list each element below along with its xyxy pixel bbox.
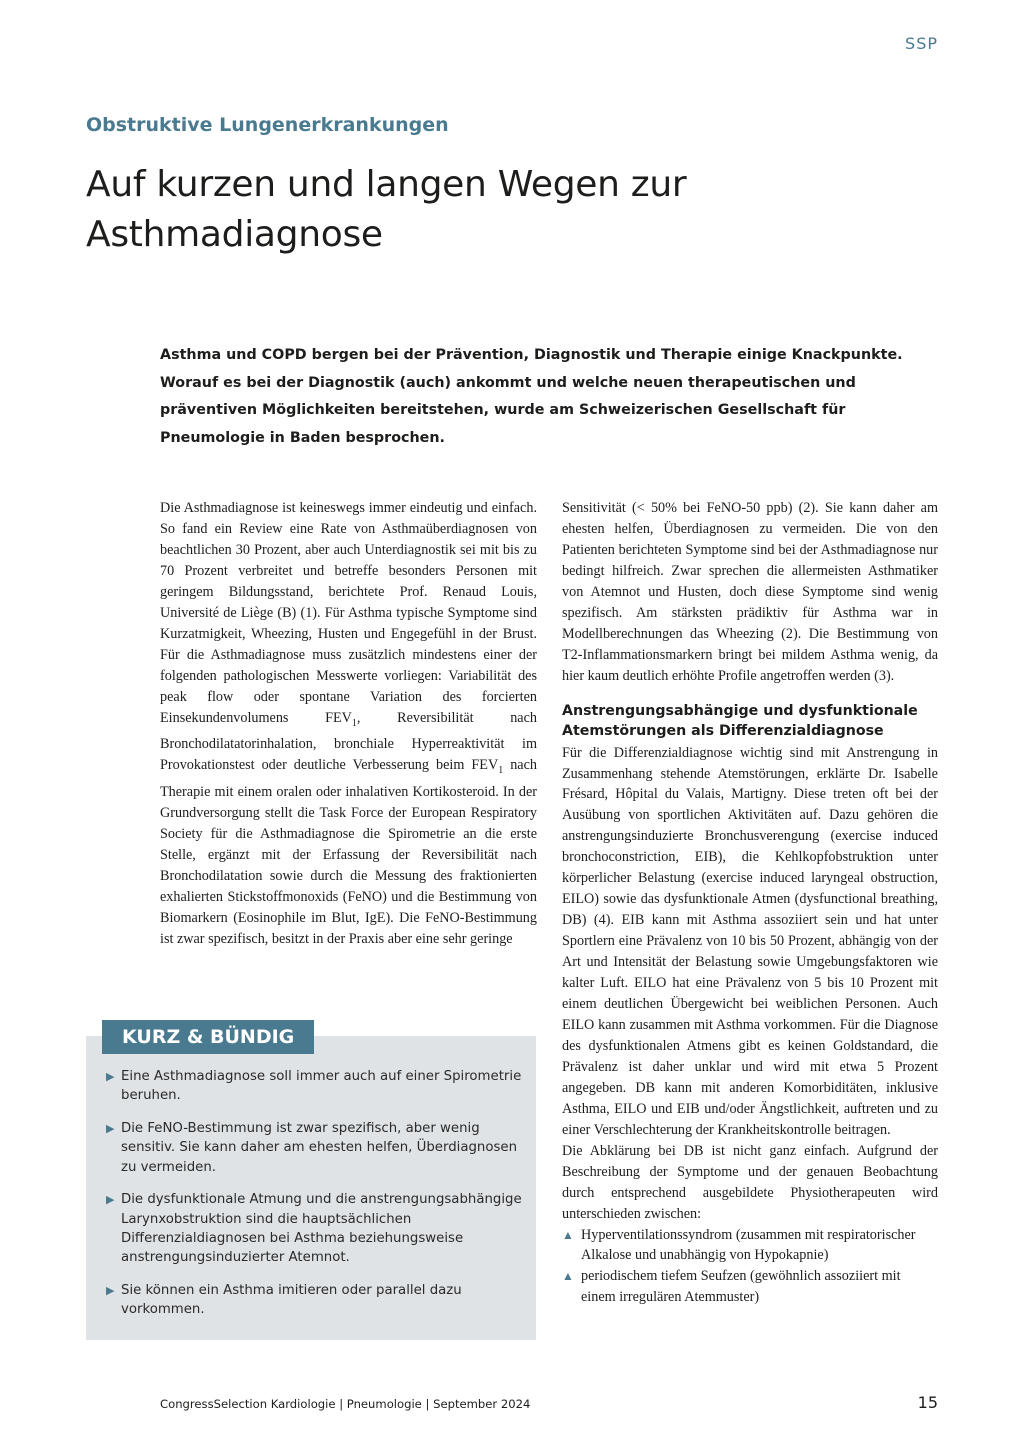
summary-item [106,1067,524,1106]
body-paragraph-1-continued: Sensitivität (< 50% bei FeNO-50 ppb) (2). Sie kann daher am ehesten helfen, Überdiagnosen zu vermeiden. Die von den Patienten berichteten Symptome sind bei der Asthmadiagnose nur bedingt hilfreich. Zwar sprechen die allermeisten Asthmatiker von Atemnot und Husten, doch diese Symptome sind wenig spezifisch. Am stärksten prädiktiv für Asthma war in Modellberechnungen das Wheezing (2). Die Bestimmung von T2-Inflammationsmarkern bringt bei mildem Asthma wenig, da hier kaum deutlich erhöhte Profile angetroffen werden (3). [562,500,938,684]
body-column-right [562,498,938,1308]
list-item [562,1225,938,1267]
body-column-left [160,498,537,950]
summary-item [106,1281,524,1320]
section-tag: SSP [905,34,938,53]
summary-list [106,1067,524,1333]
body-text-1c: nach Therapie mit einem oralen oder inhalativen Kortikosteroid. In der Grundversorgung stellt die Task Force der European Respiratory Society für die Asthmadiagnose die Spirometrie an die erste Stelle, ergänzt mit der Erfassung der Reversibilität nach Bronchodilatation sowie durch die Messung des fraktionierten exhalierten Stickstoffmonoxids (FeNO) und die Bestimmung von Biomarkern (Eosinophile im Blut, IgE). Die FeNO-Bestimmung ist zwar spezifisch, besitzt in der Praxis aber eine sehr geringe [160,757,537,947]
body-paragraph-2: Für die Differenzialdiagnose wichtig sind mit Anstrengung in Zusammenhang stehende Atemstörungen, erklärte Dr. Isabelle Frésard, Hôpital du Valais, Martigny. Diese treten oft bei der Ausübung von sportlichen Aktivitäten auf. Dazu gehören die anstrengungsinduzierte Bronchusverengung (exercise induced bronchoconstriction, EIB), die Kehlkopfobstruktion unter körperlicher Belastung (exercise induced laryngeal obstruction, EILO) sowie das dysfunktionale Atmen (dysfunctional breathing, DB) (4). EIB kann mit Asthma assoziiert sein und hat unter Sportlern eine Prävalenz von 10 bis 50 Prozent, abhängig von der Art und Intensität der Belastung sowie Umgebungsfaktoren wie kalter Luft. EILO hat eine Prävalenz von 5 bis 10 Prozent mit einem deutlichen Übergewicht bei weiblichen Personen. Auch EILO kann zusammen mit Asthma vorkommen. Für die Diagnose des dysfunktionalen Atmens gibt es keinen Goldstandard, die Prävalenz ist daher unklar und wird mit etwa 5 Prozent angegeben. DB kann mit anderen Komorbiditäten, inklusive Asthma, EILO und EIB und/oder Ängstlichkeit, auftreten und zu einer Verschlechterung der Krankheitskontrolle beitragen. [562,744,938,1138]
body-paragraph-3: Die Abklärung bei DB ist nicht ganz einfach. Aufgrund der Beschreibung der Symptome und der genauen Beobachtung durch entsprechend ausgebildete Physiotherapeuten wird unterschieden zwischen: [562,1142,938,1222]
arrow-right-icon: ▶ [106,1070,115,1083]
body-text-1a: Die Asthmadiagnose ist keineswegs immer eindeutig und einfach. So fand ein Review eine Rate von Asthmaüberdiagnosen von beachtlichen 30 Prozent, aber auch Unterdiagnostik sei mit bis zu 70 Prozent verbreitet und betreffe besonders Personen mit geringem Bildungsstand, berichtete Prof. Renaud Louis, Université de Liège (B) (1). Für Asthma typische Symptome sind Kurzatmigkeit, Wheezing, Husten und Engegefühl in der Brust. Für die Asthmadiagnose muss zusätzlich mindestens einer der folgenden pathologischen Messwerte vorliegen: Variabilität des peak flow oder spontane Variation des forcierten Einsekundenvolumens FEV [160,500,537,726]
section-subheading: Anstrengungsabhängige und dysfunktionale Atemstörungen als Differenzialdiagnose [562,702,918,739]
summary-item-text: Sie können ein Asthma imitieren oder parallel dazu vorkommen. [121,1283,462,1318]
arrow-right-icon: ▶ [106,1122,115,1136]
article-kicker: Obstruktive Lungenerkrankungen [86,114,449,136]
page-number: 15 [917,1393,938,1412]
article-title: Auf kurzen und langen Wegen zur Asthmadiagnose [86,164,687,255]
summary-item [106,1190,524,1267]
fev-subscript: 1 [351,717,357,729]
triangle-bullet-icon: ▲ [562,1269,574,1284]
list-item [562,1266,938,1308]
summary-box-title: KURZ & BÜNDIG [102,1020,314,1054]
summary-box [86,1026,536,1340]
summary-item [106,1119,524,1177]
summary-item-text: Eine Asthmadiagnose soll immer auch auf einer Spirometrie beruhen. [121,1069,522,1104]
fev-subscript: 1 [498,765,504,777]
body-text-1b: , Reversibilität nach Bronchodilatatorinhalation, bronchiale Hyperreaktivität im Provokationstest oder deutliche Verbesserung beim FEV [160,709,537,774]
list-item-text: periodischem tiefem Seufzen (gewöhnlich assoziiert mit einem irregulären Atemmuster) [581,1268,901,1306]
article-lead: Asthma und COPD bergen bei der Prävention, Diagnostik und Therapie einige Knackpunkte. Worauf es bei der Diagnostik (auch) ankommt und welche neuen therapeutischen und präventiven Möglichkeiten bereitstehen, wurde am Schweizerischen Gesellschaft für Pneumologie in Baden besprochen. [160,347,903,446]
triangle-bullet-icon: ▲ [562,1227,574,1242]
arrow-right-icon: ▶ [106,1284,115,1298]
list-item-text: Hyperventilationssyndrom (zusammen mit respiratorischer Alkalose und unabhängig von Hypokapnie) [581,1226,916,1264]
arrow-right-icon: ▶ [106,1193,115,1207]
db-type-list [562,1225,938,1309]
footer-source: CongressSelection Kardiologie | Pneumologie | September 2024 [160,1397,531,1411]
body-paragraph-1 [160,498,537,950]
summary-item-text: Die dysfunktionale Atmung und die anstrengungsabhängige Larynxobstruktion sind die hauptsächlichen Differenzialdiagnosen bei Asthma beziehungsweise anstrengungsinduzierter Atemnot. [121,1192,522,1266]
summary-item-text: Die FeNO-Bestimmung ist zwar spezifisch, aber wenig sensitiv. Sie kann daher am ehesten helfen, Überdiagnosen zu vermeiden. [121,1121,518,1175]
